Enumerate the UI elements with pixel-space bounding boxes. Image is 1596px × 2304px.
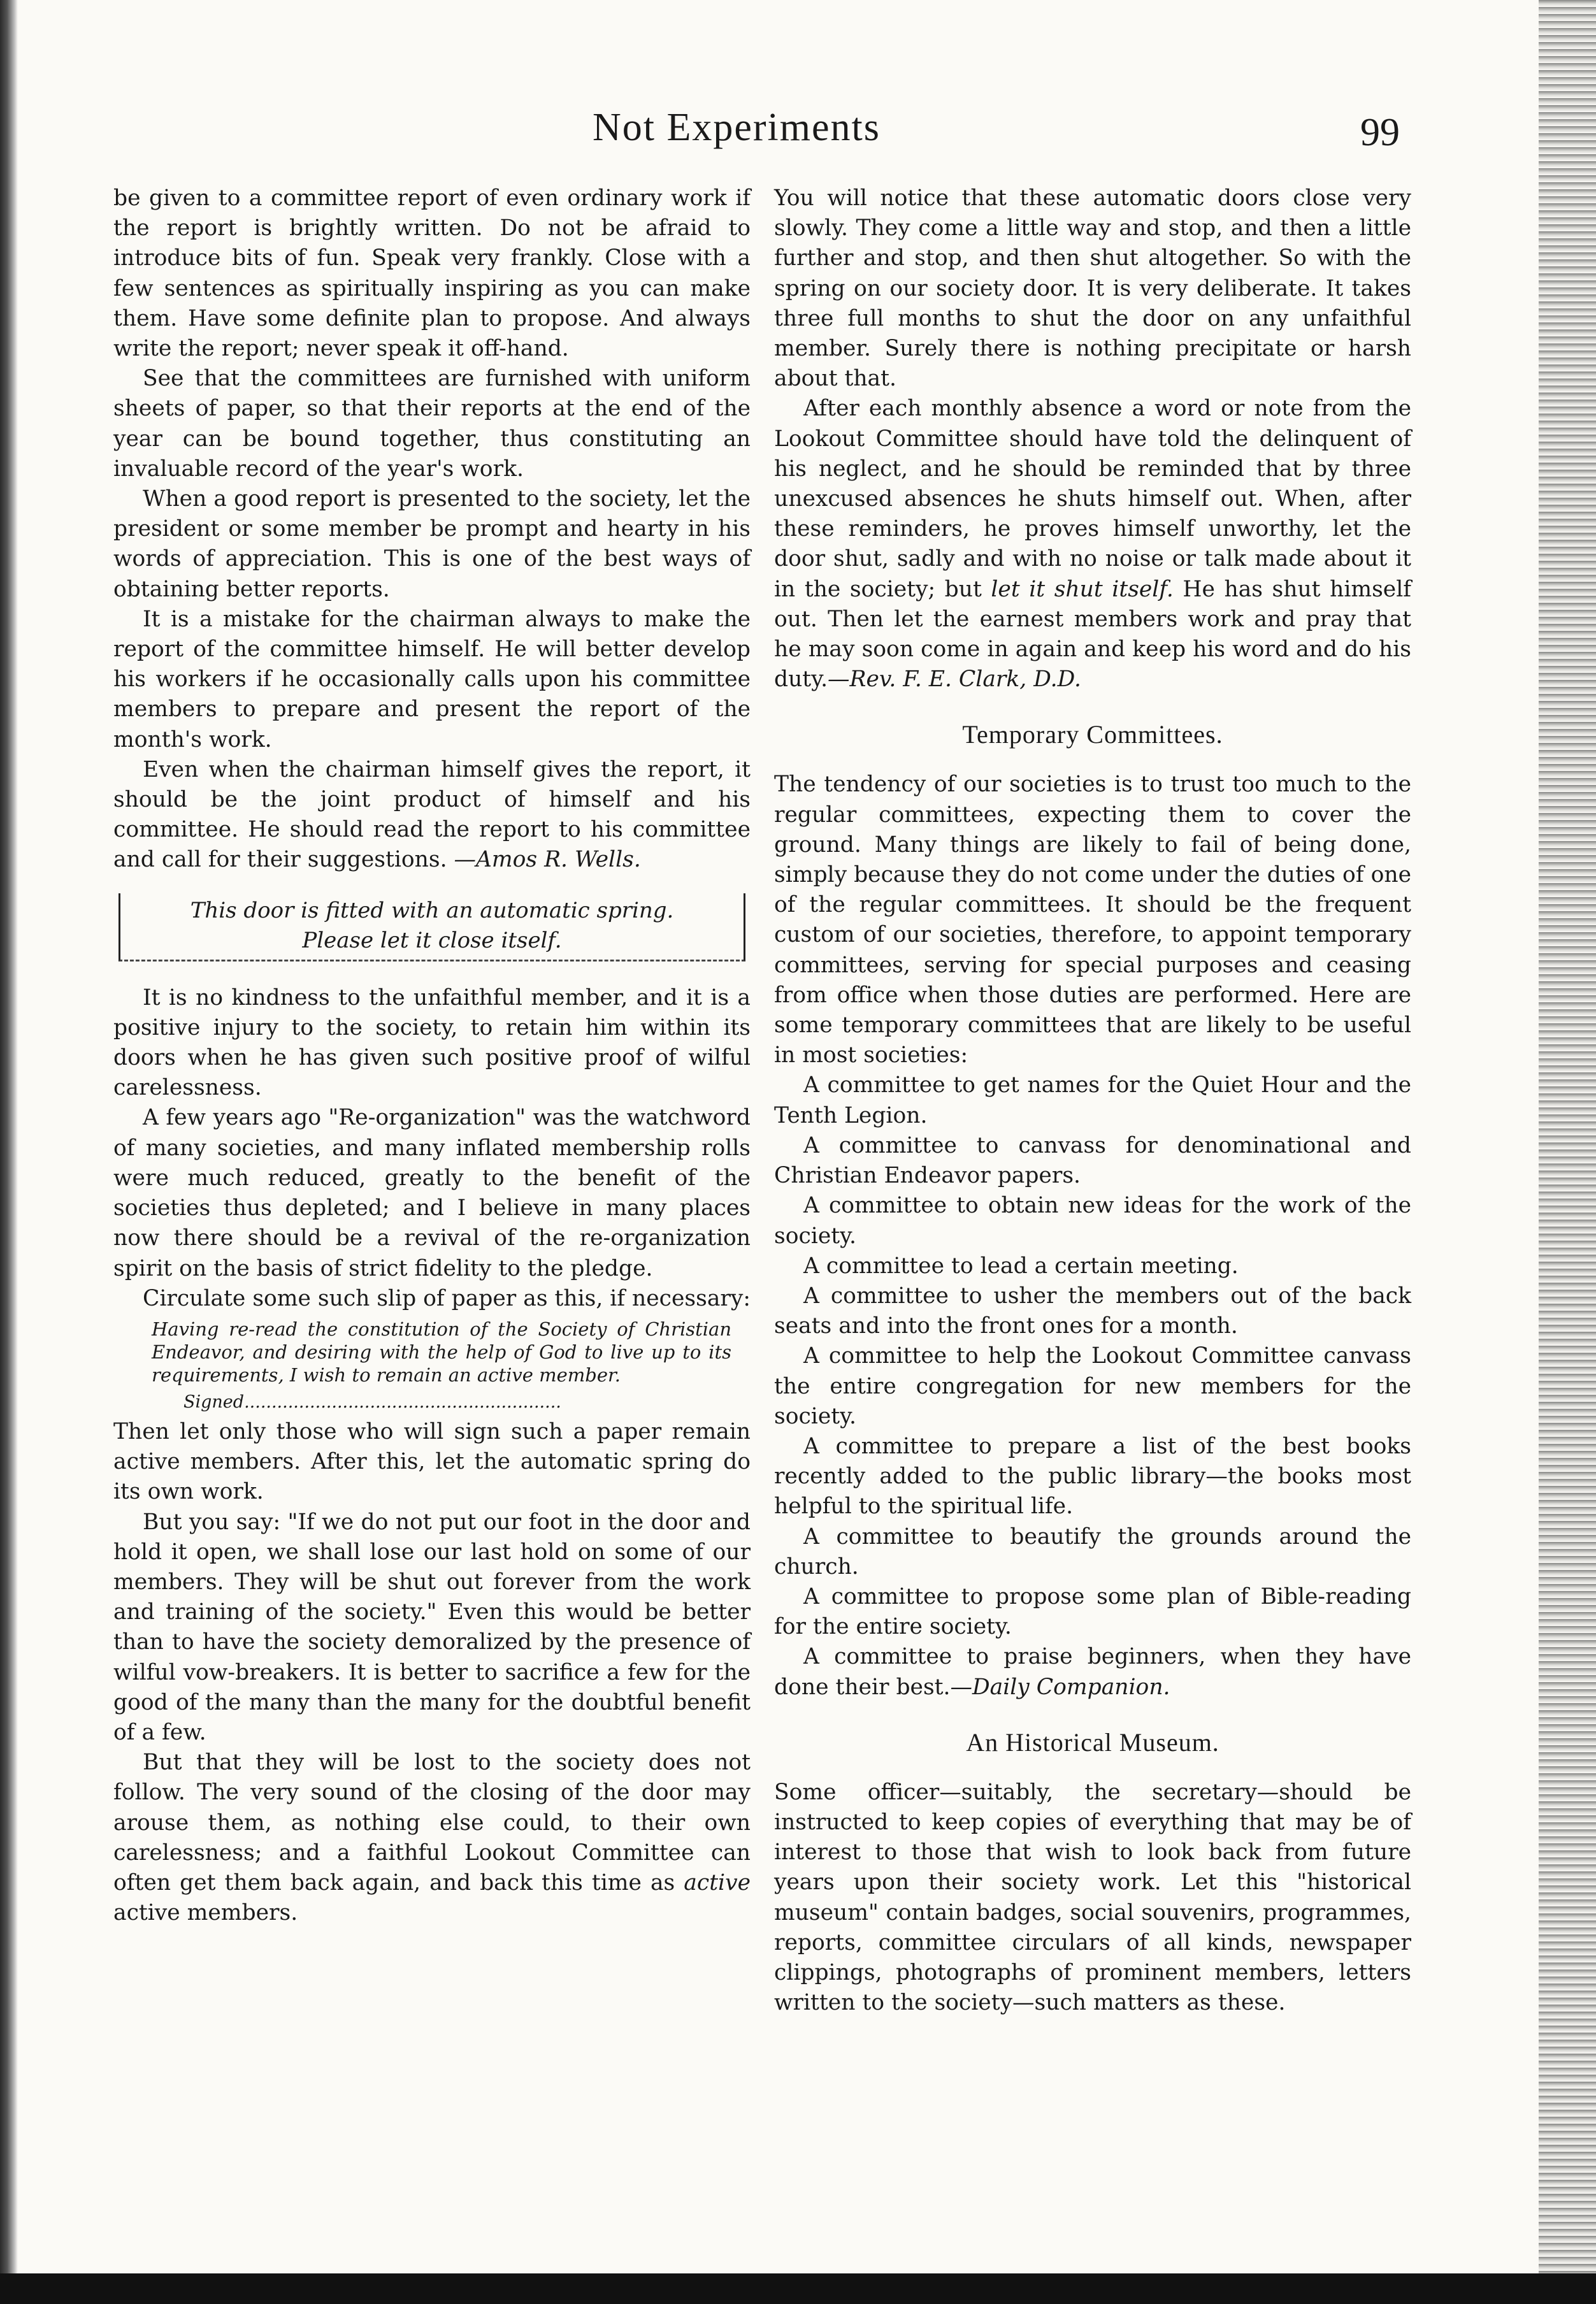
paragraph-text: A committee to praise beginners, when they have done their best. — [774, 1644, 1411, 1700]
section-heading-temporary-committees: Temporary Committees. — [962, 720, 1223, 749]
paragraph-text: Even when the chairman himself gives the report, it should be the joint product of himself and his committee. He should read the report to his committee and call for their suggestions. — [113, 756, 751, 873]
right-column — [774, 184, 1411, 2018]
author-signature: —Daily Companion. — [950, 1674, 1170, 1700]
notice-line: This door is fitted with an automatic spring. — [190, 897, 674, 923]
list-item — [774, 1642, 1411, 1702]
emphasis: let it shut itself. — [991, 576, 1174, 602]
list-item: A committee to get names for the Quiet Hour and the Tenth Legion. — [774, 1072, 1411, 1128]
pledge-text: Having re-read the constitution of the Society of Christian Endeavor, and desiring with the help of God to live up to its requirements, I wish to remain an active member. — [152, 1318, 731, 1386]
list-item: A committee to prepare a list of the best books recently added to the public library—the books most helpful to the spiritual life. — [774, 1433, 1411, 1520]
paragraph: be given to a committee report of even ordinary work if the report is brightly written. Do not be afraid to introduce bits of fun. Speak very frankly. Close with a few sentences as spiritually inspiring as you can make them. Have some definite plan to propose. And always write the report; never speak it off-hand. — [113, 185, 751, 362]
paragraph: Circulate some such slip of paper as this, if necessary: — [143, 1285, 751, 1311]
paragraph: See that the committees are furnished with uniform sheets of paper, so that their reports at the end of the year can be bound together, thus constituting an invaluable record of the year's work. — [113, 366, 751, 482]
paragraph-text: After each monthly absence a word or note from the Lookout Committee should have told the delinquent of his neglect, and he should be reminded that by three unexcused absences he shuts himself out. When, after these reminders, he proves himself unworthy, let the door shut, sadly and with no noise or talk made about it in the society; but — [774, 396, 1411, 602]
paragraph: It is no kindness to the unfaithful member, and it is a positive injury to the society, to retain him within its doors when he has given such positive proof of wilful carelessness. — [113, 984, 751, 1101]
list-item: A committee to obtain new ideas for the work of the society. — [774, 1193, 1411, 1249]
paragraph: The tendency of our societies is to trust too much to the regular committees, expecting them to cover the ground. Many things are likely to fail of being done, simply because they do not come under the duties of one of the regular committees. It should be the frequent custom of our societies, therefore, to appoint temporary committees, serving for special purposes and ceasing from office when those duties are performed. Here are some temporary committees that are likely to be useful in most societies: — [774, 772, 1411, 1069]
author-signature: —Rev. F. E. Clark, D.D. — [828, 666, 1082, 693]
page-title: Not Experiments — [593, 106, 881, 149]
signature-line: Signed.......................................................... — [183, 1392, 561, 1412]
paragraph: When a good report is presented to the society, let the president or some member be prompt and hearty in his words of appreciation. This is one of the best ways of obtaining better reports. — [113, 486, 751, 602]
scan-right-edge — [1539, 0, 1596, 2304]
paragraph-text: But that they will be lost to the society does not follow. The very sound of the closing of the door may arouse them, as nothing else could, to their own carelessness; and a faithful Lookout Committee can often get them back again, and back this time as — [113, 1750, 751, 1896]
list-item: A committee to usher the members out of the back seats and into the front ones for a month. — [774, 1283, 1411, 1339]
list-item: A committee to beautify the grounds around the church. — [774, 1523, 1411, 1580]
door-notice-box — [119, 893, 745, 961]
left-column — [113, 184, 751, 1928]
paragraph: It is a mistake for the chairman always to make the report of the committee himself. He will better develop his workers if he occasionally calls upon his committee members to prepare and present the report of the month's work. — [113, 606, 751, 752]
list-item: A committee to propose some plan of Bible-reading for the entire society. — [774, 1583, 1411, 1640]
author-signature: —Amos R. Wells. — [454, 847, 641, 873]
running-head — [0, 105, 1596, 162]
scan-bottom-edge — [0, 2273, 1596, 2304]
page-number: 99 — [1360, 111, 1400, 154]
paragraph: But you say: "If we do not put our foot in the door and hold it open, we shall lose our last hold on some of our members. They will be shut out forever from the work and training of the society." Even this would be better than to have the society demoralized by the presence of wilful vow-breakers. It is better to sacrifice a few for the good of the many than the many for the doubtful benefit of a few. — [113, 1509, 751, 1745]
list-item: A committee to canvass for denominational and Christian Endeavor papers. — [774, 1132, 1411, 1189]
paragraph: You will notice that these automatic doors close very slowly. They come a little way and stop, and then a little further and stop, and then shut altogether. So with the spring on our society door. It is very deliberate. It takes three full months to shut the door on any unfaithful member. Surely there is nothing precipitate or harsh about that. — [774, 185, 1411, 392]
paragraph: Some officer—suitably, the secretary—should be instructed to keep copies of everything that may be of interest to those that wish to look back from future years upon their society work. Let this "historical museum" contain badges, social souvenirs, programmes, reports, committee circulars of all kinds, newspaper clippings, photographs of prominent members, letters written to the society—such matters as these. — [774, 1779, 1411, 2016]
paragraph — [113, 755, 751, 875]
paragraph — [774, 394, 1411, 695]
list-item: A committee to lead a certain meeting. — [803, 1253, 1239, 1279]
paragraph: Then let only those who will sign such a paper remain active members. After this, let the automatic spring do its own work. — [113, 1418, 751, 1505]
paragraph — [113, 1748, 751, 1928]
section-heading-historical-museum: An Historical Museum. — [966, 1727, 1219, 1757]
paragraph-text: active members. — [113, 1900, 298, 1926]
notice-line: Please let it close itself. — [302, 927, 562, 953]
list-item: A committee to help the Lookout Committee canvass the entire congregation for new members for the society. — [774, 1343, 1411, 1429]
scan-left-edge — [0, 0, 18, 2304]
paragraph-text: He has shut himself out. Then let the earnest members work and pray that he may soon come in again and keep his word and do his duty. — [774, 576, 1411, 693]
committee-list — [774, 1070, 1411, 1702]
emphasis: active — [684, 1869, 751, 1896]
paragraph: A few years ago "Re-organization" was the watchword of many societies, and many inflated membership rolls were much reduced, greatly to the benefit of the societies thus depleted; and I believe in many places now there should be a revival of the re-organization spirit on the basis of strict fidelity to the pledge. — [113, 1105, 751, 1281]
